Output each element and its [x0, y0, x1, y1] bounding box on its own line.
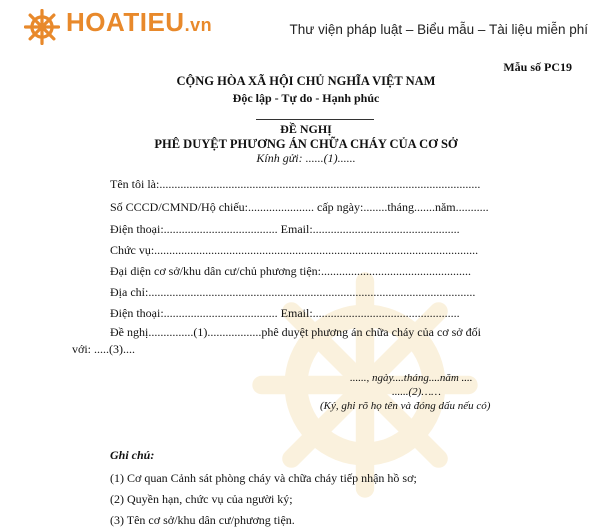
national-motto: Độc lập - Tự do - Hạnh phúc	[232, 91, 380, 105]
field-full-name: Tên tôi là:...........................................................................................................	[110, 177, 481, 191]
note-3: (3) Tên cơ sở/khu dân cư/phương tiện.	[110, 513, 295, 527]
date-line: ......, ngày....tháng....năm ....	[350, 372, 473, 384]
note-1: (1) Cơ quan Cảnh sát phòng cháy và chữa cháy tiếp nhận hồ sơ;	[110, 471, 417, 485]
site-header	[0, 0, 612, 50]
motto-underline	[256, 119, 374, 120]
notes-title: Ghi chú:	[110, 448, 155, 462]
field-id-number: Số CCCD/CMND/Hộ chiếu:...................... cấp ngày:........tháng.......năm...........	[110, 200, 489, 214]
brand-suffix: .vn	[184, 15, 213, 35]
form-code: Mẫu số PC19	[503, 60, 572, 74]
document-title: ĐỀ NGHỊ	[280, 122, 332, 136]
field-representative: Đại diện cơ sở/khu dân cư/chủ phương tiện:..................................................	[110, 264, 472, 278]
document-subtitle: PHÊ DUYỆT PHƯƠNG ÁN CHỮA CHÁY CỦA CƠ SỞ	[154, 137, 458, 151]
field-phone-email: Điện thoại:...................................... Email:.................................................	[110, 222, 460, 236]
country-name: CỘNG HÒA XÃ HỘI CHỦ NGHĨA VIỆT NAM	[176, 74, 436, 88]
brand-name: HOATIEU	[66, 7, 185, 37]
field-position: Chức vụ:............................................................................................................	[110, 243, 479, 257]
field-address: Địa chỉ:.............................................................................................................	[110, 285, 476, 299]
recipient-text: Kính gửi: ......(1)......	[256, 151, 356, 165]
field-phone-email-2: Điện thoại:...................................... Email:.................................................	[110, 306, 460, 320]
signature-note: (Ký, ghi rõ họ tên và đóng dấu nếu có)	[320, 400, 491, 412]
ship-wheel-logo-icon[interactable]	[24, 9, 60, 45]
note-2: (2) Quyền hạn, chức vụ của người ký;	[110, 492, 293, 506]
site-tagline: Thư viện pháp luật – Biểu mẫu – Tài liệu miễn phí	[289, 22, 588, 37]
recipient-line	[0, 151, 612, 166]
signer-position: ......(2)……	[392, 386, 441, 398]
brand-logo-text[interactable]	[66, 7, 212, 38]
field-request: Đề nghị...............(1)..................phê duyệt phương án chữa cháy của cơ sở đối	[110, 325, 481, 339]
field-request-cont: với: .....(3)....	[72, 342, 136, 356]
ship-wheel-watermark-icon	[250, 270, 480, 500]
